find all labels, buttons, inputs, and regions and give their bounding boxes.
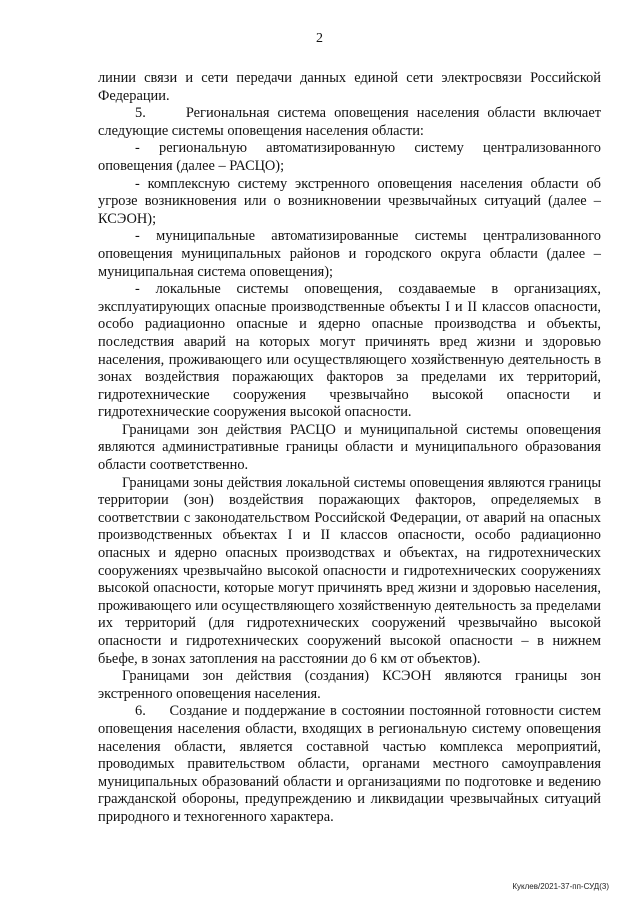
- paragraph: - региональную автоматизированную систему централизованного оповещения (далее – РАСЦО);: [98, 140, 601, 174]
- paragraph: Границами зон действия РАСЦО и муниципальной системы оповещения являются административные границы области и муниципального образования области соответственно.: [98, 421, 601, 474]
- paragraph: - комплексную систему экстренного оповещения населения области об угрозе возникновения или о возникновении чрезвычайных ситуаций (далее – КСЭОН);: [98, 175, 601, 227]
- paragraph: - локальные системы оповещения, создаваемые в организациях, эксплуатирующих опасные производственные объекты I и II классов опасности, особо радиационно опасные и ядерно опасные производства и объекты, последствия аварий на которых могут причинять вред жизни и здоровью населения, проживающего или осуществляющего хозяйственную деятельность в зонах воздействия поражающих факторов за пределами их территорий, гидротехнические сооружения чрезвычайно высокой опасности и гидротехнические сооружения высокой опасности.: [98, 281, 601, 421]
- paragraph: Границами зон действия (создания) КСЭОН являются границы зон экстренного оповещения населения.: [98, 668, 601, 702]
- document-footer-code: Куклев/2021-37-пп-СУД(3): [512, 882, 609, 891]
- paragraph: линии связи и сети передачи данных единой сети электросвязи Российской Федерации.: [98, 70, 601, 104]
- document-body: [98, 70, 601, 827]
- page-number: 2: [316, 31, 323, 46]
- paragraph: 6. Создание и поддержание в состоянии постоянной готовности систем оповещения населения области, входящих в региональную систему оповещения населения области, является составной частью комплекса мероприятий, проводимых правительством области, органами местного самоуправления муниципальных образований области и организациями по подготовке и ведению гражданской обороны, предупреждению и ликвидации чрезвычайных ситуаций природного и техногенного характера.: [98, 703, 601, 825]
- paragraph: Границами зоны действия локальной системы оповещения являются границы территории (зон) воздействия поражающих факторов, определяемых в соответствии с законодательством Российской Федерации, от аварий на опасных производственных объектах I и II классов опасности, особо радиационно опасных и ядерно опасных производствах и объектах, на гидротехнических сооружениях чрезвычайно высокой опасности и гидротехнических сооружениях высокой опасности, которые могут причинять вред жизни и здоровью населения, проживающего или осуществляющего хозяйственную деятельность за пределами их территорий (для гидротехнических сооружений чрезвычайно высокой опасности и гидротехнических сооружений высокой опасности – в нижнем бьефе, в зонах затопления на расстоянии до 6 км от объектов).: [98, 474, 601, 667]
- paragraph: - муниципальные автоматизированные системы централизованного оповещения муниципальных районов и городского округа области (далее – муниципальная система оповещения);: [98, 228, 601, 280]
- paragraph: 5. Региональная система оповещения населения области включает следующие системы оповещения населения области:: [98, 105, 601, 139]
